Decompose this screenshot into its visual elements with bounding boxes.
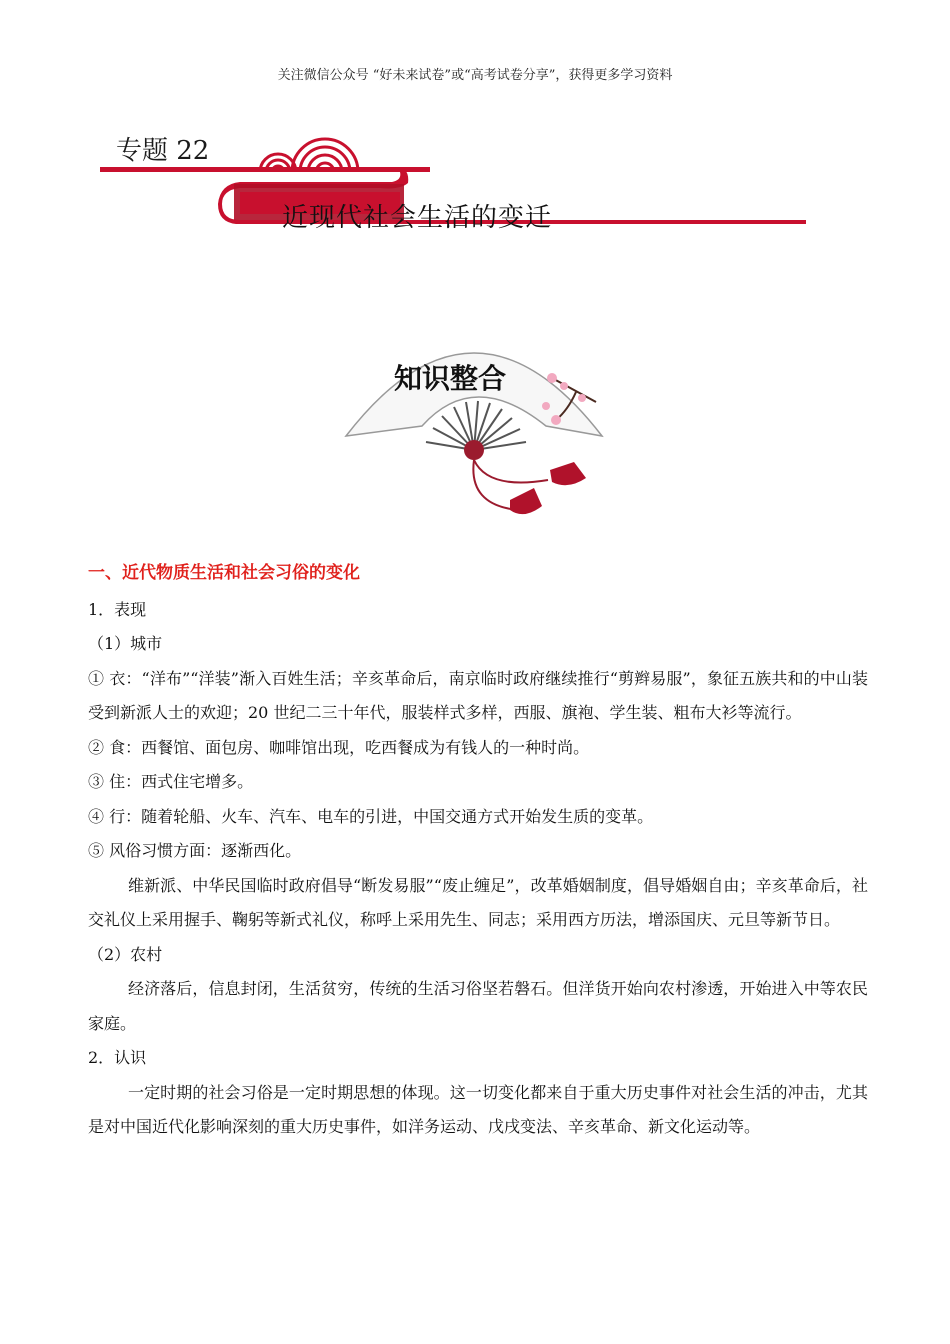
item-heading: 2．认识 <box>88 1048 147 1067</box>
subheading-rural: （2）农村 <box>88 944 163 964</box>
page-title: 近现代社会生活的变迁 <box>282 203 553 233</box>
subheading-city: （1）城市 <box>88 634 163 653</box>
main-content <box>88 556 868 1145</box>
section-heading: 一、近代物质生活和社会习俗的变化 <box>88 563 360 583</box>
header-note: 关注微信公众号 “好未来试卷”或“高考试卷分享”，获得更多学习资料 <box>277 68 673 83</box>
fan-caption: 知识整合 <box>394 362 507 395</box>
folding-fan-icon <box>338 310 610 525</box>
paragraph-food: ② 食：西餐馆、面包房、咖啡馆出现，吃西餐成为有钱人的一种时尚。 <box>88 737 590 757</box>
paragraph-rural: 经济落后，信息封闭，生活贫穷，传统的生活习俗坚若磐石。但洋货开始向农村渗透，开始进入中等农民家庭。 <box>88 979 868 1033</box>
paragraph-customs-detail: 维新派、中华民国临时政府倡导“断发易服”“废止缠足”，改革婚姻制度，倡导婚姻自由；辛亥革命后，社交礼仪上采用握手、鞠躬等新式礼仪，称呼上采用先生、同志；采用西方历法，增添国庆、元旦等新节日。 <box>88 875 868 929</box>
paragraph-customs: ⑤ 风俗习惯方面：逐渐西化。 <box>88 841 302 860</box>
paragraph-housing: ③ 住：西式住宅增多。 <box>88 772 254 791</box>
topic-number-label: 专题 22 <box>116 136 210 166</box>
paragraph-understanding: 一定时期的社会习俗是一定时期思想的体现。这一切变化都来自于重大历史事件对社会生活的冲击，尤其是对中国近代化影响深刻的重大历史事件，如洋务运动、戊戌变法、辛亥革命、新文化运动等。 <box>88 1082 868 1136</box>
item-heading: 1．表现 <box>88 599 147 619</box>
paragraph-clothing: ① 衣：“洋布”“洋装”渐入百姓生活；辛亥革命后，南京临时政府继续推行“剪辫易服”，象征五族共和的中山装受到新派人士的欢迎；20 世纪二三十年代，服装样式多样，西服、旗袍、学生装、粗布大衫等流行。 <box>88 668 868 722</box>
paragraph-transport: ④ 行：随着轮船、火车、汽车、电车的引进，中国交通方式开始发生质的变革。 <box>88 806 654 826</box>
